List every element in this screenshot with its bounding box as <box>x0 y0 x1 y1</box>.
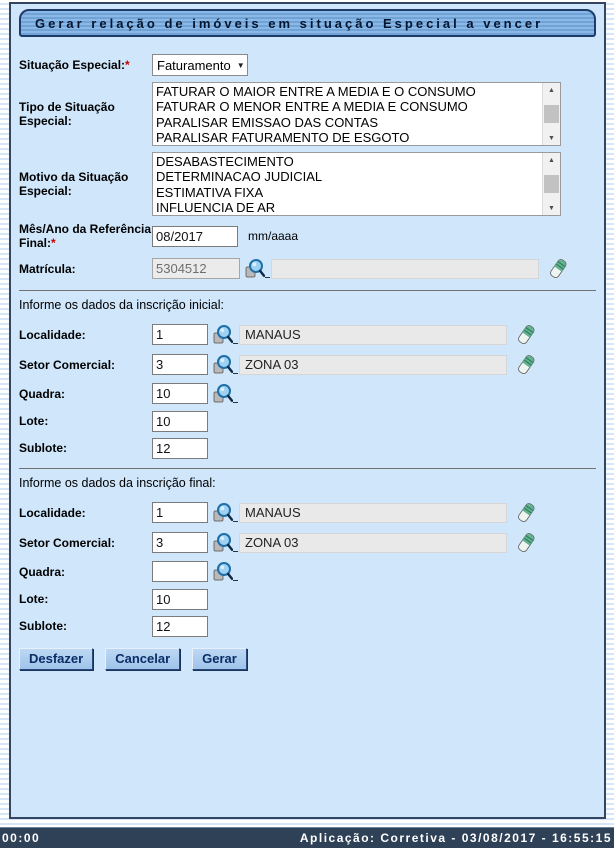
quadra-inicial-row <box>19 383 596 405</box>
setor-final-nome-field: ZONA 03 <box>239 533 507 553</box>
mes-ano-label: Mês/Ano da Referência Final:* <box>19 222 152 251</box>
form-panel <box>9 2 606 819</box>
button-row <box>19 648 596 670</box>
lote-inicial-input[interactable] <box>152 411 208 432</box>
tipo-situacao-label: Tipo de Situação Especial: <box>19 99 115 128</box>
inscricao-inicial-section-label: Informe os dados da inscrição inicial: <box>19 297 224 312</box>
setor-final-eraser-icon[interactable] <box>516 531 536 555</box>
scroll-up-icon[interactable]: ▲ <box>548 156 555 164</box>
localidade-final-eraser-icon[interactable] <box>516 501 536 525</box>
status-app-info: Aplicação: Corretiva - 03/08/2017 - 16:55:15 <box>299 831 612 845</box>
setor-inicial-eraser-icon[interactable] <box>516 353 536 377</box>
motivo-situacao-row <box>19 152 596 216</box>
listbox-scrollbar[interactable] <box>542 153 560 215</box>
localidade-label: Localidade: <box>19 505 86 520</box>
sublote-final-row <box>19 616 596 637</box>
link-underline <box>265 277 270 278</box>
setor-comercial-label: Setor Comercial: <box>19 535 116 550</box>
localidade-label: Localidade: <box>19 327 86 342</box>
page-title-text: Gerar relação de imóveis em situação Especial a vencer <box>35 15 544 31</box>
eraser-glyph <box>516 353 536 377</box>
matricula-input[interactable] <box>152 258 240 279</box>
scrollbar-thumb[interactable] <box>544 175 559 193</box>
list-option[interactable]: FATURAR O MENOR ENTRE A MEDIA E CONSUMO <box>156 99 468 115</box>
link-underline <box>233 521 238 522</box>
required-asterisk: * <box>51 236 56 251</box>
magnifier-glyph <box>213 532 233 554</box>
localidade-final-input[interactable] <box>152 502 208 523</box>
inscricao-final-section-label: Informe os dados da inscrição final: <box>19 475 216 490</box>
list-option[interactable]: ESTIMATIVA FIXA <box>156 184 264 200</box>
localidade-inicial-search-icon[interactable] <box>213 324 238 346</box>
localidade-final-search-icon[interactable] <box>213 502 238 524</box>
lote-inicial-row <box>19 411 596 432</box>
matricula-label: Matrícula: <box>19 261 76 276</box>
mes-ano-input[interactable] <box>152 226 238 247</box>
sublote-inicial-input[interactable] <box>152 438 208 459</box>
link-underline <box>233 551 238 552</box>
magnifier-glyph <box>213 561 233 583</box>
link-underline <box>233 580 238 581</box>
localidade-inicial-nome-field: MANAUS <box>239 325 507 345</box>
eraser-glyph <box>516 501 536 525</box>
quadra-label: Quadra: <box>19 386 66 401</box>
quadra-final-row <box>19 561 596 583</box>
situacao-especial-row <box>19 54 596 76</box>
localidade-inicial-row <box>19 323 596 347</box>
sublote-inicial-row <box>19 438 596 459</box>
quadra-label: Quadra: <box>19 564 66 579</box>
quadra-final-search-icon[interactable] <box>213 561 238 583</box>
link-underline <box>233 373 238 374</box>
setor-inicial-nome-field: ZONA 03 <box>239 355 507 375</box>
mes-ano-row <box>19 222 596 251</box>
magnifier-glyph <box>213 383 233 405</box>
quadra-inicial-input[interactable] <box>152 383 208 404</box>
situacao-especial-select[interactable] <box>152 54 248 76</box>
cancelar-button[interactable]: Cancelar <box>105 648 180 670</box>
localidade-final-nome-field: MANAUS <box>239 503 507 523</box>
tipo-situacao-row <box>19 82 596 146</box>
link-underline <box>233 343 238 344</box>
motivo-situacao-label: Motivo da Situação Especial: <box>19 169 129 198</box>
list-option[interactable]: PARALISAR FATURAMENTO DE ESGOTO <box>156 130 410 145</box>
list-option[interactable]: DESABASTECIMENTO <box>156 154 294 169</box>
situacao-especial-label: Situação Especial:* <box>19 57 130 72</box>
matricula-nome-field <box>271 259 539 279</box>
mes-ano-format-hint: mm/aaaa <box>248 229 299 244</box>
list-option[interactable]: FATURAR O MAIOR ENTRE A MEDIA E O CONSUMO <box>156 84 476 99</box>
list-option[interactable]: DETERMINACAO JUDICIAL <box>156 169 323 185</box>
page-title <box>19 9 596 37</box>
motivo-situacao-listbox[interactable] <box>152 152 561 216</box>
scroll-down-icon[interactable]: ▼ <box>548 134 555 142</box>
status-bar <box>0 827 614 848</box>
list-option[interactable]: INFLUENCIA DE AR <box>156 200 276 215</box>
section-divider <box>19 468 596 469</box>
eraser-glyph <box>516 323 536 347</box>
list-option[interactable]: PARALISAR EMISSAO DAS CONTAS <box>156 114 379 130</box>
magnifier-glyph <box>245 258 265 280</box>
setor-final-row <box>19 531 596 555</box>
section-divider <box>19 290 596 291</box>
setor-final-search-icon[interactable] <box>213 532 238 554</box>
scrollbar-track[interactable] <box>543 97 560 131</box>
motivo-situacao-options <box>153 153 543 215</box>
lote-label: Lote: <box>19 592 49 607</box>
localidade-final-row <box>19 501 596 525</box>
magnifier-glyph <box>213 502 233 524</box>
sublote-final-input[interactable] <box>152 616 208 637</box>
status-timer: 00:00 <box>2 831 41 845</box>
setor-inicial-search-icon[interactable] <box>213 354 238 376</box>
lote-label: Lote: <box>19 414 49 429</box>
scroll-up-icon[interactable]: ▲ <box>548 86 555 94</box>
localidade-inicial-eraser-icon[interactable] <box>516 323 536 347</box>
gerar-button[interactable]: Gerar <box>192 648 247 670</box>
matricula-eraser-icon[interactable] <box>548 257 568 281</box>
scrollbar-thumb[interactable] <box>544 105 559 123</box>
sublote-label: Sublote: <box>19 441 67 456</box>
matricula-search-icon[interactable] <box>245 258 270 280</box>
setor-final-input[interactable] <box>152 532 208 553</box>
eraser-glyph <box>516 531 536 555</box>
tipo-situacao-options <box>153 83 543 145</box>
matricula-row <box>19 257 596 281</box>
quadra-inicial-search-icon[interactable] <box>213 383 238 405</box>
localidade-inicial-input[interactable] <box>152 324 208 345</box>
eraser-glyph <box>548 257 568 281</box>
setor-comercial-label: Setor Comercial: <box>19 357 116 372</box>
setor-inicial-row <box>19 353 596 377</box>
setor-inicial-input[interactable] <box>152 354 208 375</box>
scrollbar-track[interactable] <box>543 167 560 201</box>
sublote-label: Sublote: <box>19 619 67 634</box>
required-asterisk: * <box>125 57 130 72</box>
link-underline <box>233 402 238 403</box>
lote-final-input[interactable] <box>152 589 208 610</box>
desfazer-button[interactable]: Desfazer <box>19 648 93 670</box>
select-value: Faturamento <box>157 57 231 73</box>
tipo-situacao-listbox[interactable] <box>152 82 561 146</box>
listbox-scrollbar[interactable] <box>542 83 560 145</box>
chevron-down-icon: ▼ <box>236 60 245 70</box>
magnifier-glyph <box>213 354 233 376</box>
lote-final-row <box>19 589 596 610</box>
scroll-down-icon[interactable]: ▼ <box>548 204 555 212</box>
quadra-final-input[interactable] <box>152 561 208 582</box>
magnifier-glyph <box>213 324 233 346</box>
